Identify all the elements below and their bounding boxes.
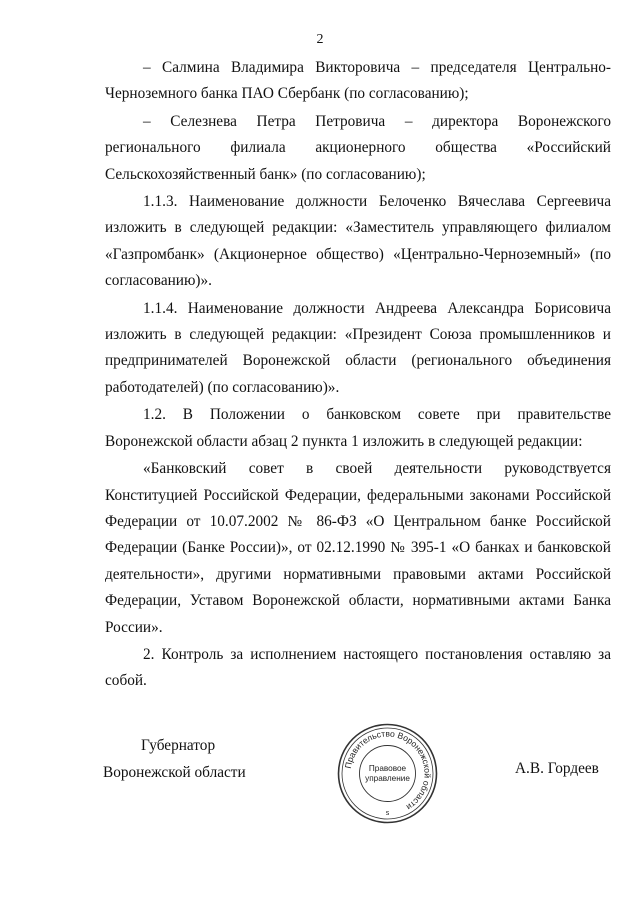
position-region: Воронежской области — [103, 764, 246, 781]
official-stamp — [336, 722, 439, 825]
document-body — [105, 55, 611, 696]
paragraph: 2. Контроль за исполнением настоящего постановления оставляю за собой. — [105, 645, 611, 690]
stamp-center-line2: управление — [365, 774, 410, 783]
paragraph: 1.1.3. Наименование должности Белоченко Вячеслава Сергеевича изложить в следующей редакции: «Заместитель управляющего филиалом «Газпромбанк» (Акционерное общество) «Центрально-Черноземный» (по согласованию)». — [105, 193, 611, 290]
paragraph: 1.2. В Положении о банковском совете при правительстве Воронежской области абзац 2 пункта 1 изложить в следующей редакции: — [105, 406, 611, 450]
page-number: 2 — [316, 32, 324, 47]
stamp-ring-text: Правительство Воронежской области — [342, 728, 433, 813]
position-title: Губернатор — [141, 737, 216, 754]
signatory-position — [103, 732, 246, 786]
paragraph: 1.1.4. Наименование должности Андреева Александра Борисовича изложить в следующей редакции: «Президент Союза промышленников и предпринимателей Воронежской области (регионального объединения работодателей) (по согласованию)». — [105, 299, 611, 396]
stamp-center-line1: Правовое — [368, 764, 407, 773]
stamp-mark: s — [385, 810, 390, 817]
paragraph: – Салмина Владимира Викторовича – председателя Центрально-Черноземного банка ПАО Сбербанк (по согласованию); — [105, 59, 611, 103]
paragraph: «Банковский совет в своей деятельности руководствуется Конституцией Российской Федерации, федеральными законами Российской Федерации от 10.07.2002 № 86-ФЗ «О Центральном банке Российской Федерации (Банке России)», от 02.12.1990 № 395-1 «О банках и банковской деятельности», другими нормативными правовыми актами Российской Федерации, Уставом Воронежской области, нормативными актами Банка России». — [105, 460, 611, 636]
paragraph: – Селезнева Петра Петровича – директора Воронежского регионального филиала акционерного общества «Российский Сельскохозяйственный банк» (по согласованию); — [105, 112, 611, 183]
signatory-name: А.В. Гордеев — [515, 760, 599, 777]
